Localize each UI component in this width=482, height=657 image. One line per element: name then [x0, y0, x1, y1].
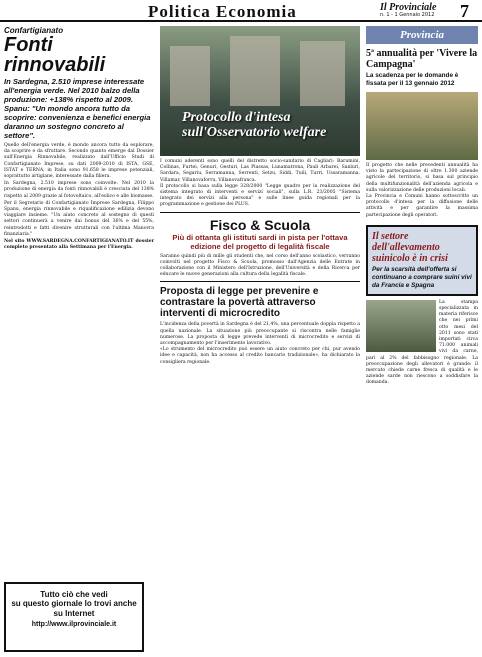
right-articles	[366, 26, 478, 387]
left-body	[4, 143, 154, 251]
allevamento-deck: Per la scarsità dell'offerta si continuano a comprare suini vivi da Francia e Spagna	[372, 265, 472, 289]
brand-logo: Il Provinciale	[380, 2, 437, 13]
ad-line2: su questo giornale lo trovi anche su Internet	[11, 599, 137, 618]
campagna-headline: 5ª annualità per 'Vivere la Campagna'	[366, 48, 478, 70]
section-title: Politica Economia	[148, 2, 297, 21]
poverty-body-p2: «Lo strumento del microcredito può essere un aiuto concreto per chi, pur avendo idee e capacità, non ha accesso al credito bancario tradizionale», ha dichiarato la consigliera regionale.	[160, 347, 360, 365]
center-articles	[160, 26, 360, 366]
photo-figure	[300, 41, 345, 106]
campagna-deck: La scadenza per le domande è fissata per il 13 gennaio 2012	[366, 72, 459, 87]
fisco-deck: Più di ottanta gli istituti sardi in pista per l'ottava edizione del progetto di legalità fiscale	[172, 232, 348, 251]
campagna-body-p2: La Provincia e Comuni hanno sottoscritto un protocollo d'intesa per la diffusione delle attività e per garantire la massima partecipazione degli operatori.	[366, 194, 478, 218]
left-body-p1: Quello dell'energia verde, è mondo ancora tutto da esplorare, da scoprire e da sfruttare. Secondo quanto emerge dal Dossier sull'Energia Rinnovabile, realizzato dall'Ufficio Studi di Confartigianato Imprese, su dati 2009-2010 di ISTA, GSE, ISTAT e TERNA, in Italia sono 91.658 le imprese potenziali, soprattutto artigiane, interessate dalla filiera.	[4, 143, 154, 180]
left-headline: Fonti rinnovabili	[4, 34, 106, 76]
provincia-banner: Provincia	[366, 26, 478, 44]
ad-line1: Tutto ciò che vedi	[40, 590, 108, 599]
allevamento-body	[366, 300, 478, 387]
left-body-p3: Per il Segretario di Confartigianato Imprese Sardegna, Filippo Spanu, energia rinnovabile e riqualificazione edilizia devono viaggiare insieme. "Un aiuto concreto al sostegno di questi settori continuerà a venire dai bonus del 36% e del 55%, reintrodotti e fatti divenire strutturali con l'ultima Manovra finanziaria."	[4, 200, 154, 237]
issue-info: n. 1 - 1 Gennaio 2012	[380, 12, 435, 18]
photo-caption: Protocollo d'intesa sull'Osservatorio welfare	[182, 110, 327, 140]
allevamento-box	[366, 225, 478, 296]
divider	[160, 281, 360, 282]
fisco-headline: Fisco & Scuola	[209, 216, 311, 233]
left-body-p4: Nel sito WWW.SARDEGNA.CONFARTIGIANATO.IT dossier completo presentato alla Settimana per l'Energia.	[4, 239, 154, 251]
left-kicker: Confartigianato	[4, 26, 64, 35]
campagna-photo	[366, 92, 478, 160]
campagna-body	[366, 163, 478, 219]
welfare-body	[160, 159, 360, 209]
page-header	[0, 0, 482, 22]
photo-figure	[170, 46, 210, 106]
welfare-body-p1: I comuni aderenti sono quelli del distretto socio-sanitario di Cagliari: Barumini, Collinas, Furtei, Genuri, Gesturi, Las Plassas, Lunamatrona, Pauli Arbarei, Sanluri, Sardara, Segariu, Serramanna, Serrenti, Setzu, Siddi, Tuili, Turri, Ussaramanna, Villamar, Villanovaforru, Villanovafranca.	[160, 159, 360, 183]
poverty-body-p1: L'incidenza della povertà in Sardegna è del 21,4%, una percentuale doppia rispetto a quella nazionale. La situazione più preoccupante si riscontra nelle famiglie numerose. La proposta di legge prevede interventi di microcredito e servizi di accompagnamento per l'inserimento lavorativo.	[160, 322, 360, 347]
campagna-body-p1: Il progetto che nelle precedenti annualità ha visto la partecipazione di oltre 1.300 aziende agricole del territorio, si basa sul principio della multifunzionalità dell'azienda agricola e sulla valorizzazione delle produzioni locali.	[366, 163, 478, 193]
welfare-photo	[160, 26, 360, 156]
allevamento-body-p1: La stampa specializzata in materia riferisce che nei primi otto mesi del 2011 sono stati importati circa 71.000 animali vivi da carne, pari al 2% del fabbisogno regionale. La preoccupazione degli allevatori è grande: il mercato chiede carne fresca di qualità e le aziende sarde non riescono a soddisfare la domanda.	[366, 299, 478, 386]
fisco-body: Saranno quindi più di mille gli studenti che, nel corso dell'anno scolastico, verranno coinvolti nel progetto Fisco & Scuola, promosso dall'Agenzia delle Entrate in collaborazione con il Ministero dell'Istruzione, dell'Università e della Ricerca per educare le nuove generazioni alla cultura della legalità fiscale.	[160, 253, 360, 278]
poverty-headline: Proposta di legge per prevenire e contrastare la povertà attraverso interventi di microcredito	[160, 286, 319, 320]
divider	[160, 212, 360, 213]
website-ad-box[interactable]	[4, 582, 144, 652]
left-body-p2: In Sardegna, 2.510 imprese sono coinvolte. Nel 2010 la produzione di energia da fonti rinnovabili è cresciuta del 138% rispetto al 2009 grazie al fotovoltaico, all'eolico e alle biomasse.	[4, 181, 154, 199]
pigs-photo	[366, 300, 436, 352]
welfare-body-p2: Il protocollo si basa sulla legge 328/2000 "Legge quadro per la realizzazione del sistema integrato di interventi e servizi sociali", sulla L.R. 23/2005 "Sistema integrato dei servizi alla persona" e sulle linee guida regionali per la programmazione e gestione dei PLUS.	[160, 183, 360, 208]
left-article	[4, 26, 154, 252]
left-deck: In Sardegna, 2.510 imprese interessate all'energia verde. Nel 2010 balzo della produzione: +138% rispetto al 2009. Spanu: "Un mondo ancora tutto da scoprire: convenienza e benefici energia daranno un sostegno concreto al settore".	[4, 77, 151, 140]
poverty-body	[160, 322, 360, 365]
ad-url[interactable]: http://www.ilprovinciale.it	[31, 621, 117, 628]
page-number: 7	[460, 1, 469, 21]
photo-figure	[230, 36, 280, 106]
allevamento-headline: Il settore dell'allevamento suinicolo è in crisi	[372, 230, 448, 264]
